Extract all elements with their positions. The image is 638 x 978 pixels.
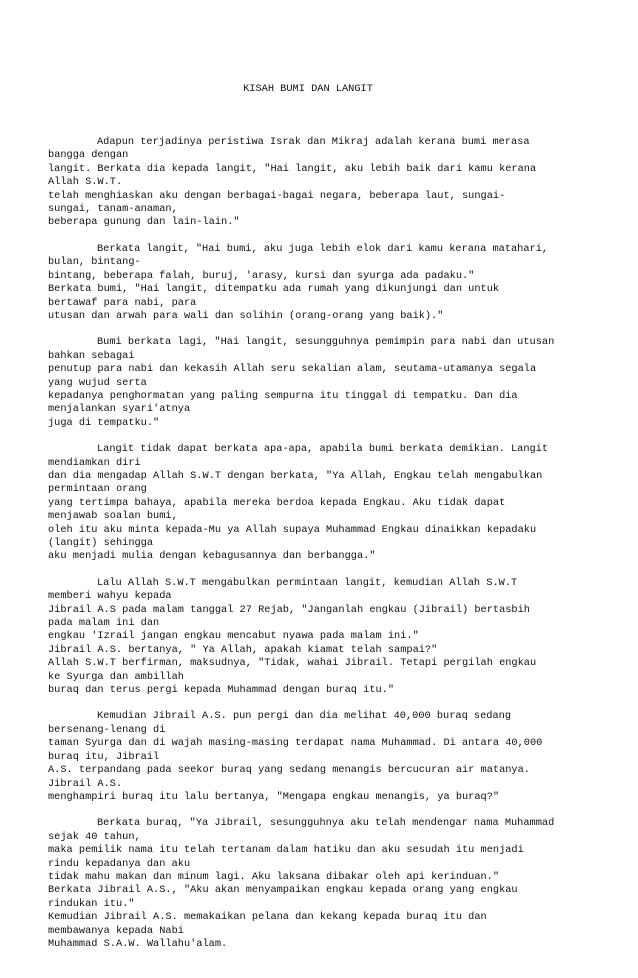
document-title: KISAH BUMI DAN LANGIT: [243, 82, 373, 95]
text-line: beberapa gunung dan lain-lain.": [48, 216, 240, 229]
paragraph: [48, 443, 608, 564]
text-line: Kemudian Jibrail A.S. pun pergi dan dia melihat 40,000 buraq sedang: [97, 710, 512, 723]
text-line: Allah S.W.T.: [48, 176, 123, 189]
text-line: kepadanya penghormatan yang paling sempurna itu tinggal di tempatku. Dan dia: [48, 389, 518, 402]
text-line: tidak mahu makan dan minum lagi. Aku laksana dibakar oleh api kerinduan.": [48, 870, 500, 883]
text-line: langit. Berkata dia kepada langit, "Hai langit, aku lebih baik dari kamu kerana: [48, 162, 537, 175]
text-line: dan dia mengadap Allah S.W.T dengan berkata, "Ya Allah, Engkau telah mengabulkan: [48, 469, 543, 482]
text-line: permintaan orang: [48, 483, 147, 496]
text-line: Adapun terjadinya peristiwa Israk dan Mikraj adalah kerana bumi merasa: [97, 136, 530, 149]
text-line: Berkata langit, "Hai bumi, aku juga lebih elok dari kamu kerana matahari,: [97, 242, 549, 255]
paragraph: [48, 136, 608, 230]
text-line: juga di tempatku.": [48, 416, 160, 429]
text-line: Langit tidak dapat berkata apa-apa, apabila bumi berkata demikian. Langit: [97, 443, 549, 456]
text-line: mendiamkan diri: [48, 456, 141, 469]
text-line: rindu kepadanya dan aku: [48, 857, 191, 870]
text-line: Berkata buraq, "Ya Jibrail, sesungguhnya aku telah mendengar nama Muhammad: [97, 817, 555, 830]
text-line: Jibrail A.S. bertanya, " Ya Allah, apakah kiamat telah sampai?": [48, 643, 438, 656]
document-page: [48, 56, 608, 978]
text-line: oleh itu aku minta kepada-Mu ya Allah supaya Muhammad Engkau dinaikkan kepadaku: [48, 523, 537, 536]
text-line: buraq itu, Jibrail: [48, 750, 160, 763]
text-line: sejak 40 tahun,: [48, 830, 141, 843]
paragraph: [48, 577, 608, 698]
text-line: rindukan itu.": [48, 897, 135, 910]
text-line: bangga dengan: [48, 149, 129, 162]
document-body: [48, 136, 608, 951]
text-line: taman Syurga dan di wajah masing-masing terdapat nama Muhammad. Di antara 40,000: [48, 737, 543, 750]
text-line: membawanya kepada Nabi: [48, 924, 184, 937]
paragraph: [48, 817, 608, 951]
text-line: yang wujud serta: [48, 376, 147, 389]
text-line: yang tertimpa bahaya, apabila mereka berdoa kepada Engkau. Aku tidak dapat: [48, 496, 506, 509]
text-line: menjalankan syari'atnya: [48, 403, 191, 416]
text-line: aku menjadi mulia dengan kebagusannya dan berbangga.": [48, 550, 376, 563]
text-line: Jibrail A.S pada malam tanggal 27 Rejab, "Janganlah engkau (Jibrail) bertasbih: [48, 603, 530, 616]
text-line: utusan dan arwah para wali dan solihin (orang-orang yang baik).": [48, 309, 444, 322]
text-line: Kemudian Jibrail A.S. memakaikan pelana dan kekang kepada buraq itu dan: [48, 911, 487, 924]
text-line: Allah S.W.T berfirman, maksudnya, "Tidak, wahai Jibrail. Tetapi pergilah engkau: [48, 657, 537, 670]
text-line: Jibrail A.S.: [48, 777, 123, 790]
paragraph: [48, 710, 608, 804]
text-line: pada malam ini dan: [48, 617, 160, 630]
text-line: (langit) sehingga: [48, 537, 154, 549]
paragraph: [48, 336, 608, 430]
text-line: Bumi berkata lagi, "Hai langit, sesungguhnya pemimpin para nabi dan utusan: [97, 336, 555, 349]
text-line: bintang, beberapa falah, buruj, 'arasy, kursi dan syurga ada padaku.": [48, 269, 475, 282]
text-line: Muhammad S.A.W. Wallahu'alam.: [48, 937, 228, 950]
text-line: buraq dan terus pergi kepada Muhammad dengan buraq itu.": [48, 684, 395, 697]
text-line: memberi wahyu kepada: [48, 590, 172, 603]
text-line: Berkata Jibrail A.S., "Aku akan menyampaikan engkau kepada orang yang engkau: [48, 884, 518, 897]
text-line: sungai, tanam-anaman,: [48, 203, 178, 216]
text-line: bersenang-lenang di: [48, 723, 166, 736]
text-line: ke Syurga dan ambillah: [48, 670, 184, 683]
text-line: bahkan sebagai: [48, 349, 135, 362]
text-line: menjawab soalan bumi,: [48, 510, 178, 523]
text-line: A.S. terpandang pada seekor buraq yang sedang menangis bercucuran air matanya.: [48, 764, 530, 777]
text-line: bertawaf para nabi, para: [48, 296, 197, 309]
text-line: Lalu Allah S.W.T mengabulkan permintaan langit, kemudian Allah S.W.T: [97, 576, 518, 589]
text-line: engkau 'Izrail jangan engkau mencabut nyawa pada malam ini.": [48, 630, 419, 643]
text-line: menghampiri buraq itu lalu bertanya, "Mengapa engkau menangis, ya buraq?": [48, 790, 500, 803]
text-line: maka pemilik nama itu telah tertanam dalam hatiku dan aku sesudah itu menjadi: [48, 844, 524, 857]
text-line: bulan, bintang-: [48, 256, 141, 269]
paragraph: [48, 243, 608, 323]
text-line: penutup para nabi dan kekasih Allah seru sekalian alam, seutama-utamanya segala: [48, 363, 537, 376]
text-line: Berkata bumi, "Hai langit, ditempatku ada rumah yang dikunjungi dan untuk: [48, 283, 500, 296]
text-line: telah menghiaskan aku dengan berbagai-bagai negara, beberapa laut, sungai-: [48, 189, 506, 202]
